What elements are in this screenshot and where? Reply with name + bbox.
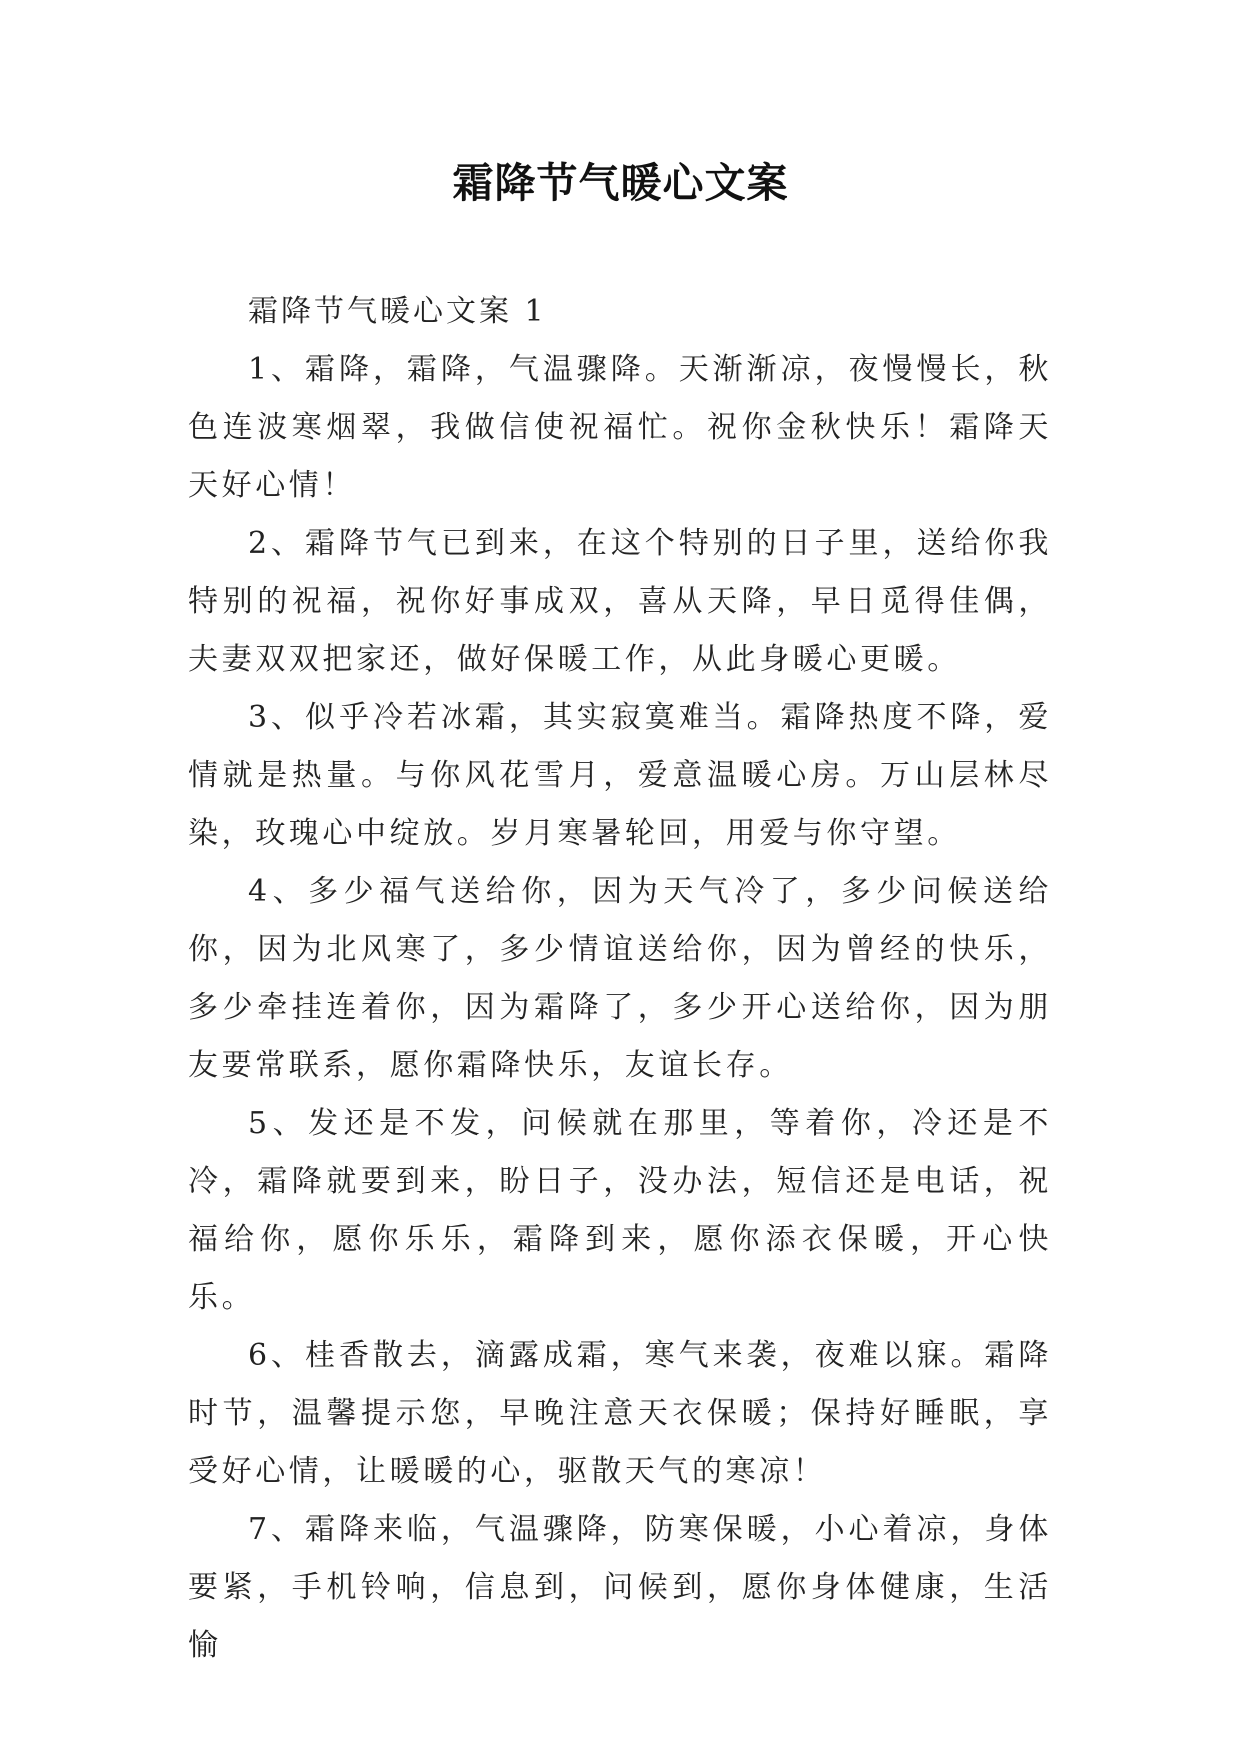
section-heading: 霜降节气暖心文案 1: [248, 294, 547, 329]
paragraph-2: 2、霜降节气已到来，在这个特别的日子里，送给你我特别的祝福，祝你好事成双，喜从天降，早日觅得佳偶，夫妻双双把家还，做好保暖工作，从此身暖心更暖。: [188, 526, 1052, 677]
paragraph-7: 7、霜降来临，气温骤降，防寒保暖，小心着凉，身体要紧，手机铃响，信息到，问候到，愿你身体健康，生活愉: [188, 1512, 1052, 1663]
document-title: 霜降节气暖心文案: [452, 159, 789, 207]
paragraph-5: 5、发还是不发，问候就在那里，等着你，冷还是不冷，霜降就要到来，盼日子，没办法，短信还是电话，祝福给你，愿你乐乐，霜降到来，愿你添衣保暖，开心快乐。: [188, 1106, 1052, 1315]
paragraph-6: 6、桂香散去，滴露成霜，寒气来袭，夜难以寐。霜降时节，温馨提示您，早晚注意天衣保暖；保持好睡眠，享受好心情，让暖暖的心，驱散天气的寒凉！: [188, 1338, 1052, 1489]
paragraph-3: 3、似乎冷若冰霜，其实寂寞难当。霜降热度不降，爱情就是热量。与你风花雪月，爱意温暖心房。万山层林尽染，玫瑰心中绽放。岁月寒暑轮回，用爱与你守望。: [188, 700, 1052, 851]
document-body: [188, 283, 1052, 1675]
paragraph-1: 1、霜降，霜降，气温骤降。天渐渐凉，夜慢慢长，秋色连波寒烟翠，我做信使祝福忙。祝你金秋快乐！霜降天天好心情！: [188, 352, 1052, 503]
paragraph-4: 4、多少福气送给你，因为天气冷了，多少问候送给你，因为北风寒了，多少情谊送给你，因为曾经的快乐，多少牵挂连着你，因为霜降了，多少开心送给你，因为朋友要常联系，愿你霜降快乐，友谊长存。: [188, 874, 1052, 1083]
